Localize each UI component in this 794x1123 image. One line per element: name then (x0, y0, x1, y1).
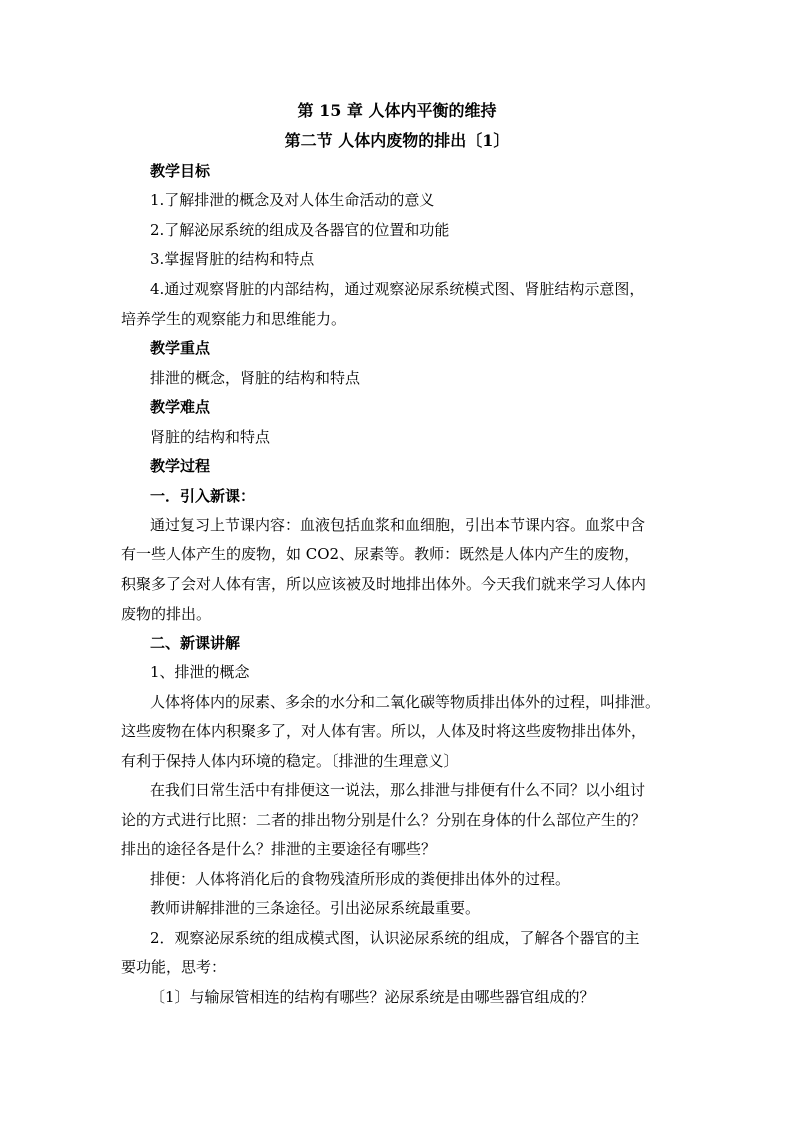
intro-paragraph-line: 通过复习上节课内容：血液包括血浆和血细胞，引出本节课内容。血浆中含 (150, 516, 646, 534)
teacher-note: 教师讲解排泄的三条途径。引出泌尿系统最重要。 (150, 899, 481, 917)
goals-heading: 教学目标 (150, 162, 211, 180)
section-title: 第二节 人体内废物的排出〔1〕 (284, 131, 510, 150)
intro-paragraph-line: 积聚多了会对人体有害，所以应该被及时地排出体外。今天我们就来学习人体内 (121, 575, 647, 593)
chapter-title: 第 15 章 人体内平衡的维持 (297, 101, 497, 120)
goal-item: 2.了解泌尿系统的组成及各器官的位置和功能 (150, 221, 450, 239)
goal-item: 3.掌握肾脏的结构和特点 (150, 250, 315, 268)
goal-item: 1.了解排泄的概念及对人体生命活动的意义 (150, 191, 435, 209)
question-1: 〔1〕与输尿管相连的结构有哪些？泌尿系统是由哪些器官组成的？ (150, 988, 595, 1006)
discussion-paragraph-line: 论的方式进行比照：二者的排出物分别是什么？分别在身体的什么部位产生的？ (121, 811, 647, 829)
difficulties-text: 肾脏的结构和特点 (150, 428, 271, 446)
excretion-paragraph-line: 人体将体内的尿素、多余的水分和二氧化碳等物质排出体外的过程，叫排泄。 (150, 693, 661, 711)
discussion-paragraph-line: 排出的途径各是什么？排泄的主要途径有哪些？ (121, 840, 437, 858)
new-lesson-heading: 二、新课讲解 (150, 634, 241, 652)
intro-paragraph-line: 废物的排出。 (121, 605, 212, 623)
defecation-definition: 排便：人体将消化后的食物残渣所形成的粪便排出体外的过程。 (150, 870, 571, 888)
discussion-paragraph-line: 在我们日常生活中有排便这一说法，那么排泄与排便有什么不同？以小组讨 (150, 781, 646, 799)
goal-item-continued: 培养学生的观察能力和思维能力。 (121, 310, 347, 328)
excretion-paragraph-line: 有利于保持人体内环境的稳定。〔排泄的生理意义〕 (121, 752, 459, 770)
urinary-system-paragraph-line: 要功能，思考： (121, 958, 227, 976)
excretion-paragraph-line: 这些废物在体内积聚多了，对人体有害。所以，人体及时将这些废物排出体外， (121, 722, 647, 740)
key-points-text: 排泄的概念，肾脏的结构和特点 (150, 369, 361, 387)
key-points-heading: 教学重点 (150, 339, 211, 357)
intro-paragraph-line: 有一些人体产生的废物，如 CO2、尿素等。教师：既然是人体内产生的废物， (121, 545, 640, 563)
urinary-system-paragraph-line: 2．观察泌尿系统的组成模式图，认识泌尿系统的组成，了解各个器官的主 (150, 929, 640, 947)
excretion-concept-heading: 1、排泄的概念 (150, 663, 250, 681)
process-heading: 教学过程 (150, 457, 211, 475)
difficulties-heading: 教学难点 (150, 398, 211, 416)
goal-item: 4.通过观察肾脏的内部结构，通过观察泌尿系统模式图、肾脏结构示意图， (150, 280, 645, 298)
intro-heading: 一．引入新课： (150, 487, 256, 505)
